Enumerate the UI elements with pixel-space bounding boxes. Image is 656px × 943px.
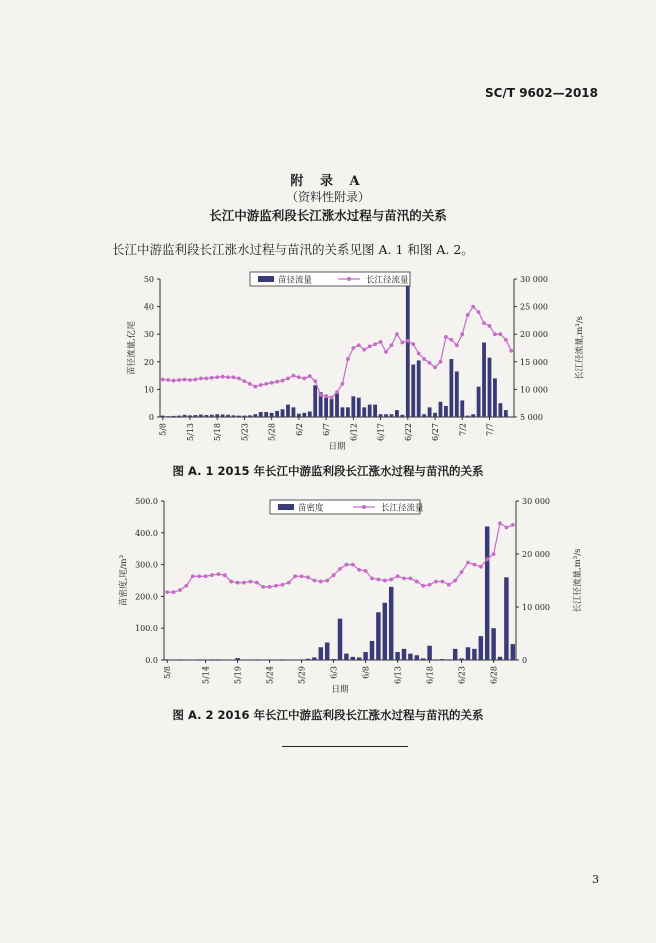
fig1-bar — [253, 414, 257, 417]
fig1-line-point — [433, 365, 437, 369]
fig1-line-point — [449, 338, 453, 342]
fig2-line-point — [447, 583, 451, 587]
fig2-line-point — [370, 576, 374, 580]
fig2-line-point — [383, 579, 387, 583]
fig2-x-tick-label: 6/18 — [425, 666, 435, 684]
fig1-line-point — [351, 346, 355, 350]
fig1-bar — [351, 396, 355, 417]
fig1-line-point — [183, 378, 187, 382]
fig2-line-point — [165, 590, 169, 594]
fig2-bar — [434, 659, 438, 660]
fig1-line-point — [341, 382, 345, 386]
fig2-x-axis-title: 日期 — [331, 685, 349, 695]
fig1-bar — [417, 360, 421, 417]
fig1-left-tick-label: 20 — [143, 357, 154, 367]
appendix-title: 附 录 A — [290, 174, 366, 189]
fig1-bar — [324, 398, 328, 417]
fig1-legend-bar-swatch — [258, 276, 274, 282]
fig2-left-axis-title: 苗密度,尾/m³ — [119, 554, 129, 607]
fig2-bar — [210, 659, 214, 660]
fig1-bar — [466, 416, 470, 417]
fig2-line-point — [389, 578, 393, 582]
fig2-bar — [178, 659, 182, 660]
fig1-bar — [493, 378, 497, 417]
fig1-line-point — [243, 379, 247, 383]
fig1-x-axis-title: 日期 — [328, 442, 346, 452]
fig2-bar — [427, 646, 431, 660]
figure-a2-chart — [0, 490, 656, 700]
fig1-line-point — [166, 378, 170, 382]
fig1-x-tick-label: 5/23 — [240, 423, 250, 441]
fig2-bar — [504, 577, 508, 660]
fig1-line-point — [292, 374, 296, 378]
fig1-legend-line-label: 长江径流量 — [366, 275, 409, 286]
fig2-line-point — [505, 526, 509, 530]
fig2-line-point — [217, 572, 221, 576]
fig1-bar — [221, 415, 225, 417]
fig1-x-tick-label: 6/17 — [376, 423, 386, 441]
fig2-x-tick-label: 5/29 — [297, 666, 307, 684]
fig2-line-point — [434, 580, 438, 584]
fig2-line-point — [460, 570, 464, 574]
fig1-bar — [341, 407, 345, 417]
fig2-line-point — [409, 576, 413, 580]
fig2-bar — [325, 643, 329, 660]
fig2-right-tick-label: 20 000 — [522, 550, 550, 559]
fig1-bar — [444, 406, 448, 417]
fig1-bar — [248, 415, 252, 417]
fig2-right-tick-label: 30 000 — [522, 497, 550, 506]
fig1-line-point — [177, 378, 181, 382]
fig2-right-tick-label: 10 000 — [522, 603, 550, 612]
fig2-bar — [383, 603, 387, 660]
fig1-left-tick-label: 0 — [148, 413, 154, 422]
fig2-line-point — [498, 521, 502, 525]
fig1-bar — [313, 385, 317, 417]
fig1-bar — [286, 405, 290, 417]
fig2-bar — [453, 649, 457, 660]
fig2-bar — [415, 655, 419, 660]
fig1-bar — [177, 416, 181, 417]
fig1-line-point — [324, 394, 328, 398]
fig2-line-point — [338, 567, 342, 571]
fig1-bar — [384, 414, 388, 417]
page-number: 3 — [592, 873, 599, 886]
fig2-bar — [498, 657, 502, 660]
fig1-right-tick-label: 5 000 — [520, 413, 543, 422]
fig1-line-point — [221, 375, 225, 379]
fig2-line-point — [479, 565, 483, 569]
fig2-legend-bar-label: 苗密度 — [298, 503, 324, 514]
fig2-x-tick-label: 6/23 — [457, 666, 467, 684]
fig2-line-point — [197, 574, 201, 578]
fig2-bar — [459, 658, 463, 660]
fig1-bar — [237, 416, 241, 417]
fig2-line-point — [325, 579, 329, 583]
fig2-line-point — [287, 581, 291, 585]
fig2-line-point — [466, 561, 470, 565]
fig1-line-point — [504, 338, 508, 342]
fig2-bar — [421, 658, 425, 660]
fig1-x-tick-label: 6/2 — [294, 423, 304, 436]
fig1-line-point — [319, 393, 323, 397]
fig2-line-point — [313, 579, 317, 583]
fig1-bar — [226, 415, 230, 417]
fig1-bar — [166, 416, 170, 417]
fig1-bar — [264, 412, 268, 417]
fig1-line-point — [390, 343, 394, 347]
fig1-line-point — [330, 396, 334, 400]
fig1-x-tick-label: 5/28 — [267, 423, 277, 441]
fig2-line-point — [332, 573, 336, 577]
fig2-bar — [338, 619, 342, 660]
fig1-bar — [193, 415, 197, 417]
fig2-right-tick-label: 0 — [522, 656, 528, 665]
fig2-bar — [491, 628, 495, 660]
fig1-line-point — [308, 374, 312, 378]
fig1-right-tick-label: 20 000 — [520, 330, 548, 340]
fig1-line-point — [313, 379, 317, 383]
fig1-right-tick-label: 10 000 — [520, 385, 548, 395]
fig2-x-tick-label: 5/14 — [201, 666, 211, 684]
fig2-x-tick-label: 5/24 — [265, 666, 275, 684]
fig2-left-tick-label: 100.0 — [135, 624, 158, 634]
fig1-line-point — [270, 381, 274, 385]
fig1-line-point — [264, 382, 268, 386]
fig1-bar — [335, 394, 339, 417]
fig1-bar — [188, 415, 192, 417]
fig2-legend-line-marker — [362, 505, 366, 509]
document-code: SC/T 9602—2018 — [485, 86, 598, 100]
fig1-line-point — [373, 342, 377, 346]
fig1-bar — [373, 405, 377, 417]
fig2-x-tick-label: 6/13 — [393, 666, 403, 684]
fig1-left-tick-label: 10 — [143, 385, 154, 395]
fig1-line-point — [210, 376, 214, 380]
fig2-line-point — [242, 581, 246, 585]
fig1-bar — [275, 411, 279, 417]
fig1-line-point — [460, 332, 464, 336]
fig1-line-point — [215, 375, 219, 379]
fig1-line-point — [253, 385, 257, 389]
fig1-line-point — [509, 349, 513, 353]
fig2-bar — [306, 659, 310, 660]
fig1-bar — [297, 414, 301, 417]
fig1-right-tick-label: 15 000 — [520, 357, 548, 367]
fig1-line-point — [428, 361, 432, 365]
fig1-line-point — [204, 376, 208, 380]
fig1-right-axis-title: 长江径流量,m³/s — [575, 316, 585, 380]
fig1-x-tick-label: 6/7 — [322, 423, 332, 436]
fig2-bar — [312, 657, 316, 660]
fig2-x-tick-label: 5/19 — [233, 666, 243, 684]
fig2-bar — [472, 649, 476, 660]
fig2-legend-bar-swatch — [278, 504, 294, 510]
fig2-line-point — [293, 574, 297, 578]
fig1-bar — [390, 414, 394, 417]
fig1-line-point — [379, 340, 383, 344]
fig2-line-point — [249, 580, 253, 584]
fig1-bar — [302, 413, 306, 417]
fig1-line-point — [395, 332, 399, 336]
fig1-left-tick-label: 50 — [143, 275, 154, 284]
fig1-x-tick-label: 5/18 — [213, 423, 223, 441]
fig2-left-tick-label: 200.0 — [135, 592, 158, 602]
fig1-line-point — [248, 382, 252, 386]
fig1-bar — [357, 398, 361, 417]
fig1-x-tick-label: 6/22 — [403, 423, 413, 441]
fig2-bar — [466, 647, 470, 660]
fig2-bar — [376, 612, 380, 660]
fig2-line-point — [281, 583, 285, 587]
fig1-line-point — [188, 378, 192, 382]
figure-a2-caption: 图 A. 2 2016 年长江中游监利段长江涨水过程与苗汛的关系 — [172, 708, 484, 722]
fig1-bar — [161, 416, 165, 417]
fig2-line-point — [453, 579, 457, 583]
fig1-bar — [488, 358, 492, 417]
fig2-line-point — [428, 583, 432, 587]
fig1-line-point — [237, 376, 241, 380]
appendix-heading: 长江中游监利段长江涨水过程与苗汛的关系 — [209, 208, 447, 223]
fig2-line-point — [492, 552, 496, 556]
fig1-left-axis-title: 苗径流量,亿尾 — [127, 321, 137, 375]
fig1-series-line — [163, 307, 512, 398]
fig1-line-point — [488, 324, 492, 328]
fig1-line-point — [286, 376, 290, 380]
end-rule — [282, 746, 408, 747]
fig2-line-point — [357, 568, 361, 572]
fig1-bar — [406, 285, 410, 417]
fig1-line-point — [335, 390, 339, 394]
fig1-bar — [433, 413, 437, 417]
fig1-line-point — [281, 379, 285, 383]
fig1-bar — [449, 359, 453, 417]
fig1-bar — [411, 365, 415, 417]
fig1-bar — [172, 416, 176, 417]
fig2-line-point — [300, 574, 304, 578]
fig2-bar — [235, 658, 239, 660]
fig2-bar — [440, 659, 444, 660]
fig2-series-line — [167, 523, 513, 592]
fig1-line-point — [471, 305, 475, 309]
fig2-line-point — [377, 578, 381, 582]
fig2-x-tick-label: 5/8 — [163, 666, 173, 679]
fig2-bar — [485, 526, 489, 660]
fig1-bar — [308, 411, 312, 417]
fig1-line-point — [275, 380, 279, 384]
fig1-line-point — [357, 343, 361, 347]
fig1-right-tick-label: 30 000 — [520, 275, 548, 284]
fig1-bar — [346, 407, 350, 417]
fig2-line-point — [236, 581, 240, 585]
fig1-bar — [471, 414, 475, 417]
fig2-line-point — [396, 574, 400, 578]
fig2-line-point — [345, 563, 349, 567]
fig2-line-point — [255, 581, 259, 585]
fig1-bar — [215, 414, 219, 417]
fig1-line-point — [297, 375, 301, 379]
fig1-x-tick-label: 7/2 — [458, 423, 468, 436]
fig2-bar — [344, 654, 348, 660]
fig1-bar — [368, 405, 372, 417]
fig2-line-point — [210, 573, 214, 577]
fig1-line-point — [199, 376, 203, 380]
fig1-bar — [281, 409, 285, 417]
fig2-bar — [447, 659, 451, 660]
fig2-line-point — [223, 573, 227, 577]
fig1-line-point — [172, 379, 176, 383]
fig1-bar — [204, 415, 208, 417]
fig1-legend-line-marker — [347, 277, 351, 281]
fig1-line-point — [362, 348, 366, 352]
fig2-line-point — [441, 580, 445, 584]
fig1-x-tick-label: 6/12 — [349, 423, 359, 441]
fig2-line-point — [306, 575, 310, 579]
fig1-bar — [482, 342, 486, 417]
fig1-bar — [477, 387, 481, 417]
fig2-line-point — [415, 580, 419, 584]
fig2-line-point — [421, 584, 425, 588]
fig2-x-tick-label: 6/3 — [329, 666, 339, 679]
fig1-line-point — [226, 375, 230, 379]
fig1-bar — [400, 415, 404, 417]
fig1-line-point — [368, 344, 372, 348]
fig1-left-tick-label: 30 — [143, 330, 154, 340]
fig1-line-point — [259, 383, 263, 387]
fig2-bar — [370, 641, 374, 660]
fig1-bar — [210, 415, 214, 417]
fig2-bar — [165, 659, 169, 660]
fig1-bar — [259, 412, 263, 417]
fig2-line-point — [185, 584, 189, 588]
fig1-bar — [504, 410, 508, 417]
fig2-bar — [402, 649, 406, 660]
fig2-x-tick-label: 6/8 — [361, 666, 371, 679]
fig1-line-point — [161, 378, 165, 382]
fig1-line-point — [411, 342, 415, 346]
appendix-subtitle: （资料性附录） — [285, 190, 370, 204]
fig1-line-point — [493, 332, 497, 336]
fig2-line-point — [172, 590, 176, 594]
fig1-line-point — [406, 339, 410, 343]
fig1-x-tick-label: 6/27 — [431, 423, 441, 441]
fig2-line-point — [485, 557, 489, 561]
fig1-bar — [330, 399, 334, 417]
fig1-line-point — [444, 335, 448, 339]
fig1-left-tick-label: 40 — [143, 302, 154, 312]
fig1-line-point — [400, 341, 404, 345]
fig1-right-tick-label: 25 000 — [520, 302, 548, 312]
fig1-bar — [243, 416, 247, 417]
fig1-bar — [428, 407, 432, 417]
fig2-bar — [280, 659, 284, 660]
fig2-bar — [395, 652, 399, 660]
fig1-bar — [292, 407, 296, 417]
fig2-line-point — [178, 588, 182, 592]
fig2-line-point — [364, 569, 368, 573]
fig1-line-point — [384, 350, 388, 354]
fig1-line-point — [422, 357, 426, 361]
fig1-bar — [422, 414, 426, 417]
fig2-x-tick-label: 6/28 — [489, 666, 499, 684]
fig2-line-point — [261, 585, 265, 589]
fig1-x-tick-label: 5/8 — [158, 423, 168, 436]
fig2-legend-line-label: 长江径流量 — [381, 503, 424, 514]
fig1-line-point — [232, 375, 236, 379]
fig1-bar — [199, 415, 203, 417]
fig2-line-point — [511, 523, 515, 527]
fig2-left-tick-label: 0.0 — [145, 656, 158, 665]
fig1-bar — [455, 371, 459, 417]
fig1-line-point — [439, 360, 443, 364]
fig1-legend-bar-label: 苗径流量 — [278, 275, 313, 286]
fig1-bar — [395, 410, 399, 417]
fig1-bar — [183, 415, 187, 417]
fig2-line-point — [204, 574, 208, 578]
fig2-line-point — [274, 584, 278, 588]
fig2-bar — [389, 587, 393, 660]
fig2-bar — [363, 652, 367, 660]
fig1-line-point — [417, 352, 421, 356]
fig1-bar — [270, 413, 274, 417]
fig1-bar — [460, 400, 464, 417]
fig1-bar — [439, 402, 443, 417]
fig2-bar — [319, 647, 323, 660]
figure-a1-chart — [0, 265, 656, 460]
fig2-line-point — [402, 576, 406, 580]
fig2-line-point — [351, 563, 355, 567]
fig1-line-point — [455, 343, 459, 347]
fig2-bar — [351, 657, 355, 660]
fig2-left-tick-label: 300.0 — [135, 560, 158, 570]
fig2-bar — [511, 644, 515, 660]
fig2-bar — [479, 636, 483, 660]
fig1-bar — [379, 414, 383, 417]
fig1-bar — [362, 407, 366, 417]
fig2-bar — [357, 657, 361, 660]
fig1-line-point — [482, 321, 486, 325]
fig2-line-point — [319, 580, 323, 584]
fig1-line-point — [466, 313, 470, 317]
figure-a1-caption: 图 A. 1 2015 年长江中游监利段长江涨水过程与苗汛的关系 — [172, 464, 484, 478]
fig2-left-tick-label: 500.0 — [135, 497, 158, 506]
fig1-bar — [498, 403, 502, 417]
fig2-line-point — [191, 574, 195, 578]
fig2-line-point — [473, 563, 477, 567]
fig1-line-point — [346, 357, 350, 361]
fig1-line-point — [477, 310, 481, 314]
fig2-line-point — [229, 580, 233, 584]
fig2-left-tick-label: 400.0 — [135, 528, 158, 538]
fig2-right-axis-title: 长江径流量,m³/s — [573, 548, 583, 613]
fig1-x-tick-label: 7/7 — [485, 423, 495, 436]
fig2-bar — [408, 654, 412, 660]
fig2-bar — [197, 659, 201, 660]
fig1-line-point — [194, 378, 198, 382]
fig2-bar — [331, 659, 335, 660]
fig1-line-point — [302, 376, 306, 380]
fig2-bar — [216, 659, 220, 660]
fig1-x-tick-label: 5/13 — [185, 423, 195, 441]
fig1-bar — [232, 415, 236, 417]
intro-paragraph: 长江中游监利段长江涨水过程与苗汛的关系见图 A. 1 和图 A. 2。 — [112, 242, 474, 257]
fig2-bar — [255, 659, 259, 660]
fig1-line-point — [498, 332, 502, 336]
fig2-line-point — [268, 585, 272, 589]
